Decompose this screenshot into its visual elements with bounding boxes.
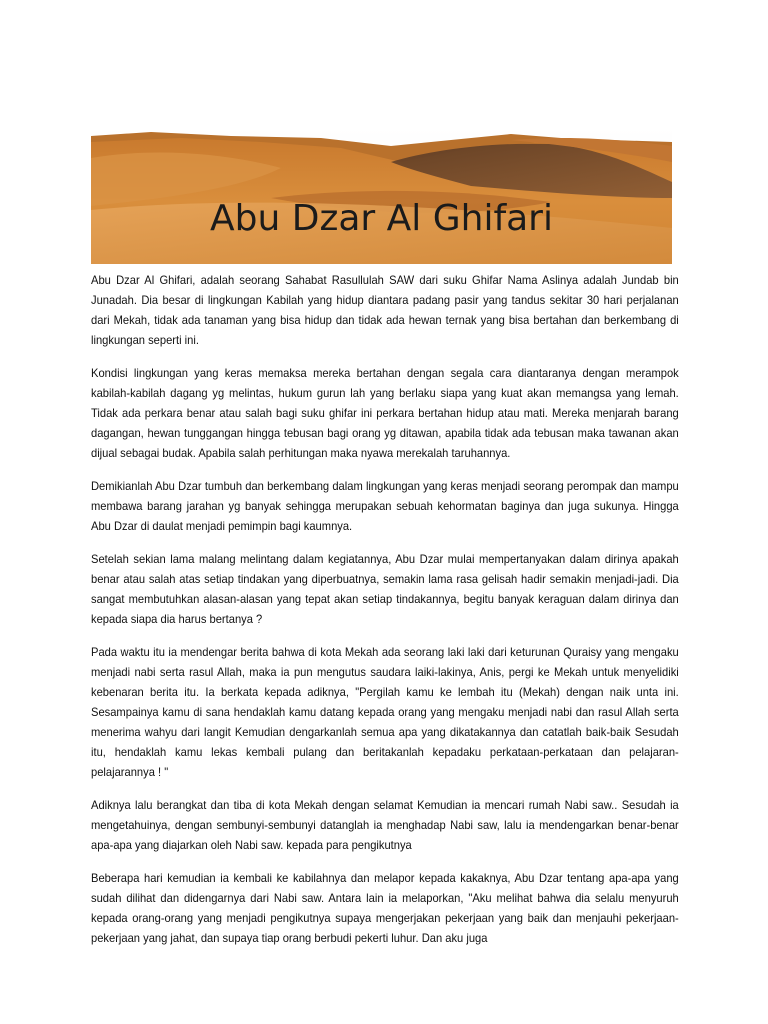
- title-banner: [91, 128, 672, 264]
- paragraph: Demikianlah Abu Dzar tumbuh dan berkembang dalam lingkungan yang keras menjadi seorang perompak dan mampu membawa barang jarahan yg banyak sehingga merupakan sebuah kehormatan baginya dan juga sukunya. Hingga Abu Dzar di daulat menjadi pemimpin bagi kaumnya.: [91, 479, 679, 533]
- paragraph: Adiknya lalu berangkat dan tiba di kota Mekah dengan selamat Kemudian ia mencari rumah Nabi saw.. Sesudah ia mengetahuinya, dengan sembunyi-sembunyi datanglah ia menghadap Nabi saw, lalu ia mendengarkan benar-benar apa-apa yang diajarkan oleh Nabi saw. kepada para pengikutnya: [91, 798, 679, 852]
- paragraph: Setelah sekian lama malang melintang dalam kegiatannya, Abu Dzar mulai mempertanyakan dalam dirinya apakah benar atau salah atas setiap tindakan yang diperbuatnya, semakin lama rasa gelisah hadir semakin menjadi-jadi. Dia sangat membutuhkan alasan-alasan yang tepat akan setiap tindakannya, begitu banyak keraguan dalam dirinya dan kepada siapa dia harus bertanya ?: [91, 552, 679, 626]
- paragraph: Kondisi lingkungan yang keras memaksa mereka bertahan dengan segala cara diantaranya dengan merampok kabilah-kabilah dagang yg melintas, hukum gurun lah yang berlaku siapa yang kuat akan memangsa yang lemah. Tidak ada perkara benar atau salah bagi suku ghifar ini perkara bertahan hidup atau mati. Mereka menjarah barang dagangan, hewan tunggangan hingga tebusan bagi orang yg ditawan, apabila tidak ada tebusan maka tawanan akan dijual sebagai budak. Apabila salah perhitungan maka nyawa merekalah taruhannya.: [91, 366, 679, 460]
- desert-dunes-image: [91, 128, 672, 264]
- page-title: Abu Dzar Al Ghifari: [210, 198, 553, 239]
- paragraph: Abu Dzar Al Ghifari, adalah seorang Sahabat Rasullulah SAW dari suku Ghifar Nama Aslinya adalah Jundab bin Junadah. Dia besar di lingkungan Kabilah yang hidup diantara padang pasir yang tandus sekitar 30 hari perjalanan dari Mekah, tidak ada tanaman yang bisa hidup dan tidak ada hewan ternak yang bisa bertahan dan berkembang di lingkungan seperti ini.: [91, 273, 679, 347]
- article-body: [91, 270, 679, 961]
- paragraph: Beberapa hari kemudian ia kembali ke kabilahnya dan melapor kepada kakaknya, Abu Dzar tentang apa-apa yang sudah dilihat dan didengarnya dari Nabi saw. Antara lain ia melaporkan, "Aku melihat bahwa dia selalu menyuruh kepada orang-orang yang menjadi pengikutnya supaya mengerjakan pekerjaan yang baik dan menjauhi pekerjaan-pekerjaan yang jahat, dan supaya tiap orang berbudi pekerti luhur. Dan aku juga: [91, 871, 679, 945]
- paragraph: Pada waktu itu ia mendengar berita bahwa di kota Mekah ada seorang laki laki dari keturunan Quraisy yang mengaku menjadi nabi serta rasul Allah, maka ia pun mengutus saudara laiki-lakinya, Anis, pergi ke Mekah untuk menyelidiki kebenaran berita itu. Ia berkata kepada adiknya, "Pergilah kamu ke lembah itu (Mekah) dengan naik unta ini. Sesampainya kamu di sana hendaklah kamu datang kepada orang yang mengaku menjadi nabi dan rasul Allah serta menerima wahyu dari langit Kemudian dengarkanlah semua apa yang dikatakannya dan catatlah baik-baik Sesudah itu, hendaklah kamu lekas kembali pulang dan beritakanlah kepadaku perkataan-perkataan dan pelajaran-pelajarannya ! ": [91, 645, 679, 779]
